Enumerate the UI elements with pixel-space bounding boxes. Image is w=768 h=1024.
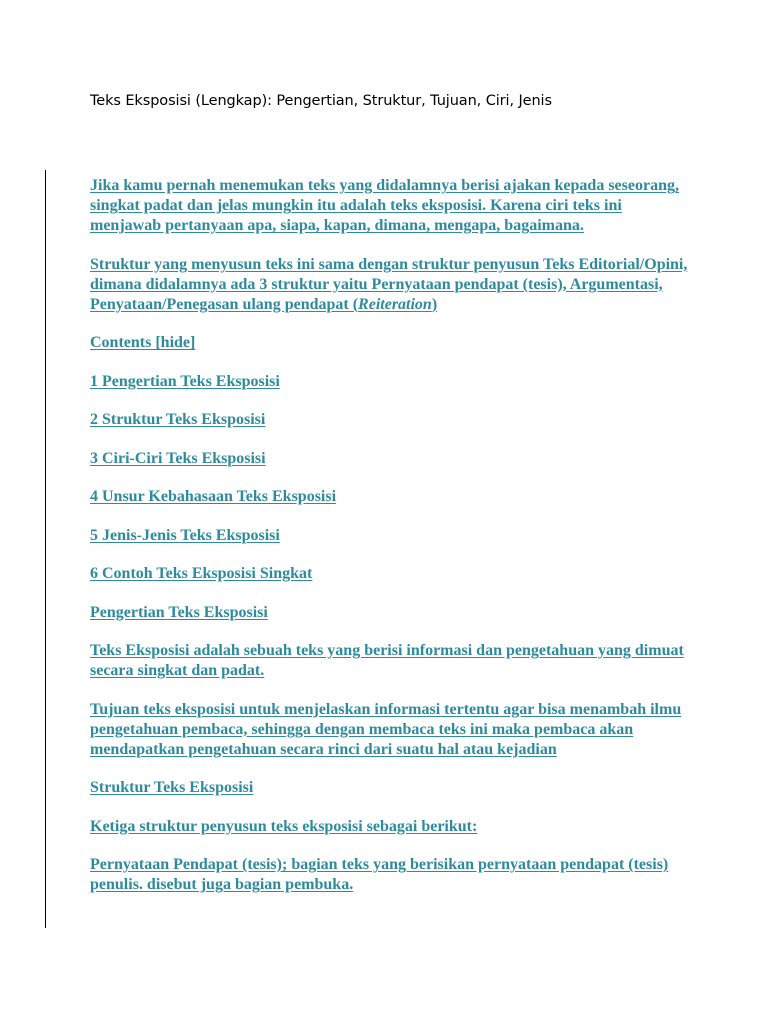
toc-link-struktur[interactable]: 2 Struktur Teks Eksposisi bbox=[90, 411, 266, 428]
toc-toggle-link[interactable]: Contents [hide] bbox=[90, 334, 196, 351]
struktur-paragraph-2 bbox=[90, 855, 690, 895]
toc-link-jenis-jenis[interactable]: 5 Jenis-Jenis Teks Eksposisi bbox=[90, 526, 280, 544]
margin-line bbox=[45, 170, 46, 928]
toc-item bbox=[90, 564, 690, 584]
pengertian-paragraph-1-link[interactable]: Teks Eksposisi adalah sebuah teks yang berisi informasi dan pengetahuan yang dimuat secara singkat dan padat. bbox=[90, 642, 684, 679]
toc-item bbox=[90, 410, 690, 430]
section-heading-struktur bbox=[90, 778, 690, 798]
pengertian-paragraph-2 bbox=[90, 700, 690, 760]
toc-link-ciri-ciri[interactable]: 3 Ciri-Ciri Teks Eksposisi bbox=[90, 449, 266, 467]
document-body bbox=[90, 176, 690, 914]
pengertian-paragraph-2-link[interactable]: Tujuan teks eksposisi untuk menjelaskan informasi tertentu agar bisa menambah ilmu pengetahuan pembaca, sehingga dengan membaca teks ini maka pembaca akan mendapatkan pengetahuan secara rinci dari suatu hal atau kejadian bbox=[90, 700, 682, 758]
intro-paragraph-2-prefix: Struktur yang menyusun teks ini sama dengan struktur penyusun Teks Editorial/Opini, dimana didalamnya ada 3 struktur yaitu Pernyataan pendapat (tesis), Argumentasi, Penyataan/Penegasan ulang pendapat ( bbox=[90, 255, 688, 313]
pengertian-paragraph-1 bbox=[90, 641, 690, 681]
intro-paragraph-1 bbox=[90, 176, 690, 236]
toc-link-contoh[interactable]: 6 Contoh Teks Eksposisi Singkat bbox=[90, 565, 313, 582]
toc-item bbox=[90, 372, 690, 392]
struktur-paragraph-1 bbox=[90, 817, 690, 837]
intro-paragraph-2 bbox=[90, 255, 690, 315]
intro-paragraph-2-italic: Reiteration bbox=[358, 295, 432, 313]
document-title: Teks Eksposisi (Lengkap): Pengertian, Struktur, Tujuan, Ciri, Jenis bbox=[90, 93, 552, 109]
toc-link-unsur-kebahasaan[interactable]: 4 Unsur Kebahasaan Teks Eksposisi bbox=[90, 488, 337, 505]
toc-item bbox=[90, 487, 690, 507]
section-heading-pengertian bbox=[90, 603, 690, 623]
toc-header bbox=[90, 333, 690, 353]
intro-paragraph-2-suffix: ) bbox=[431, 295, 438, 313]
struktur-paragraph-1-link[interactable]: Ketiga struktur penyusun teks eksposisi sebagai berikut: bbox=[90, 817, 478, 835]
toc-item bbox=[90, 449, 690, 469]
section-heading-struktur-link[interactable]: Struktur Teks Eksposisi bbox=[90, 779, 254, 796]
intro-paragraph-2-link[interactable] bbox=[90, 256, 687, 313]
struktur-paragraph-2-link[interactable]: Pernyataan Pendapat (tesis); bagian teks yang berisikan pernyataan pendapat (tesis) penulis. disebut juga bagian pembuka. bbox=[90, 856, 669, 893]
toc-item bbox=[90, 526, 690, 546]
intro-paragraph-1-link[interactable]: Jika kamu pernah menemukan teks yang didalamnya berisi ajakan kepada seseorang, singkat padat dan jelas mungkin itu adalah teks eksposisi. Karena ciri teks ini menjawab pertanyaan apa, siapa, kapan, dimana, mengapa, bagaimana. bbox=[90, 177, 679, 234]
section-heading-pengertian-link[interactable]: Pengertian Teks Eksposisi bbox=[90, 603, 268, 621]
toc-link-pengertian[interactable]: 1 Pengertian Teks Eksposisi bbox=[90, 372, 280, 390]
